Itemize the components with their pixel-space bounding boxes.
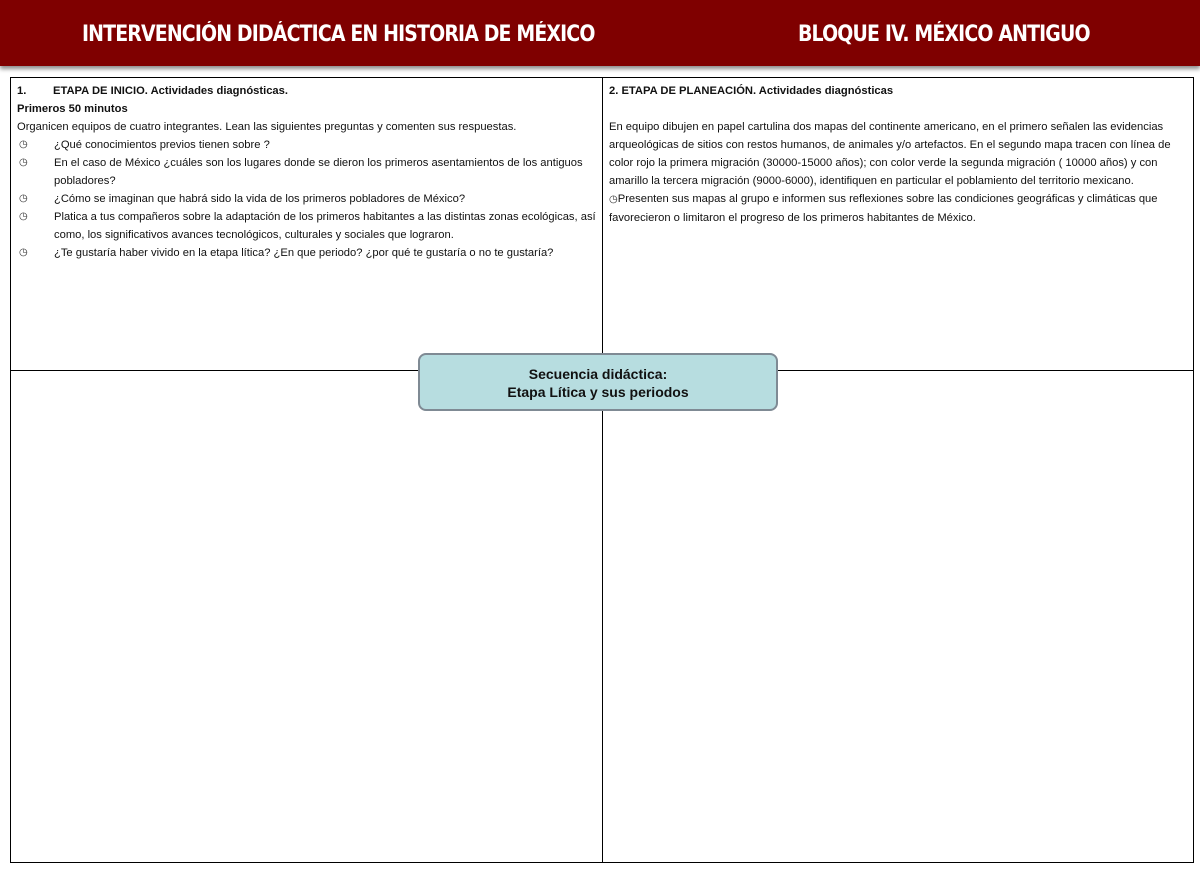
clock-icon: ◷ — [19, 139, 28, 150]
question-text: Platica a tus compañeros sobre la adaptación de los primeros habitantes a las distintas zonas ecológicas, así como, los significativos avances tecnológicos, culturales y sociales que lograron. — [54, 211, 596, 241]
clock-icon: ◷ — [19, 247, 28, 258]
stage-start-duration: Primeros 50 minutos — [17, 103, 128, 115]
stage-planning-closing — [609, 190, 1187, 227]
header-bar — [0, 0, 1200, 66]
activity-grid — [10, 77, 1194, 863]
stage-start-cell — [11, 78, 602, 370]
question-item — [17, 208, 596, 244]
spacer — [609, 100, 1187, 118]
question-item — [17, 190, 596, 208]
clock-icon: ◷ — [19, 157, 28, 168]
sequence-badge-line2: Etapa Lítica y sus periodos — [507, 384, 689, 400]
question-text: En el caso de México ¿cuáles son los lugares donde se dieron los primeros asentamientos de los antiguos pobladores? — [54, 157, 583, 187]
stage-start-intro: Organicen equipos de cuatro integrantes. Lean las siguientes preguntas y comenten sus respuestas. — [17, 121, 517, 133]
question-text: ¿Qué conocimientos previos tienen sobre ? — [54, 139, 270, 151]
stage-planning-closing-text: Presenten sus mapas al grupo e informen sus reflexiones sobre las condiciones geográficas y climáticas que favorecieron o limitaron el progreso de los primeros habitantes de México. — [609, 193, 1158, 224]
empty-cell-bottom-left — [11, 371, 602, 862]
sequence-badge — [418, 353, 778, 411]
clock-icon: ◷ — [19, 211, 28, 222]
sequence-badge-line1: Secuencia didáctica: — [528, 366, 668, 382]
question-text: ¿Te gustaría haber vivido en la etapa lítica? ¿En que periodo? ¿por qué te gustaría o no te gustaría? — [54, 247, 554, 259]
stage-start-heading-text: ETAPA DE INICIO. Actividades diagnósticas. — [53, 85, 288, 97]
clock-icon: ◷ — [19, 193, 28, 204]
question-item — [17, 244, 596, 262]
question-text: ¿Cómo se imaginan que habrá sido la vida de los primeros pobladores de México? — [54, 193, 466, 205]
question-item — [17, 154, 596, 190]
document-title: INTERVENCIÓN DIDÁCTICA EN HISTORIA DE MÉXICO — [82, 22, 595, 47]
stage-start-number: 1. — [17, 85, 27, 97]
clock-icon: ◷ — [609, 194, 618, 205]
empty-cell-bottom-right — [603, 371, 1193, 862]
stage-planning-paragraph: En equipo dibujen en papel cartulina dos mapas del continente americano, en el primero señalen las evidencias arqueológicas de sitios con restos humanos, de animales y/o artefactos. En el segundo mapa tracen con línea de color rojo la primera migración (30000-15000 años); con color verde la segunda migración ( 10000 años) y con amarillo la tercera migración (9000-6000), identifiquen en particular el poblamiento del territorio mexicano. — [609, 121, 1171, 187]
stage-planning-heading: 2. ETAPA DE PLANEACIÓN. Actividades diagnósticas — [609, 85, 894, 97]
question-item — [17, 136, 596, 154]
block-title: BLOQUE IV. MÉXICO ANTIGUO — [798, 22, 1090, 47]
stage-start-heading — [17, 82, 596, 100]
stage-planning-cell — [603, 78, 1193, 370]
